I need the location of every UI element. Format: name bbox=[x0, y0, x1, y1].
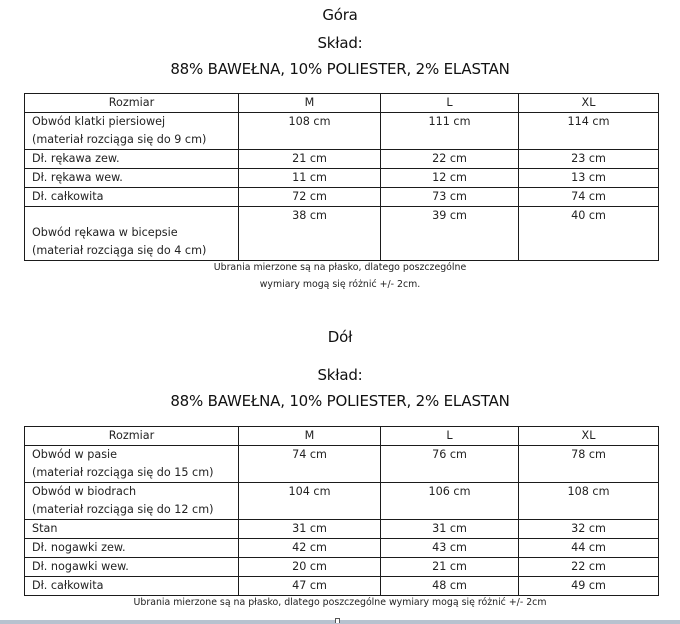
table-row bbox=[25, 150, 659, 169]
row-label-line: Obwód w biodrach bbox=[32, 485, 137, 498]
top-heading: Góra bbox=[322, 6, 358, 24]
table-row bbox=[25, 483, 659, 520]
cell-l: 12 cm bbox=[381, 169, 519, 188]
header-l: L bbox=[381, 94, 519, 113]
cell-xl: 74 cm bbox=[519, 188, 659, 207]
header-xl: XL bbox=[519, 94, 659, 113]
row-label-line: Obwód w pasie bbox=[32, 448, 118, 461]
row-label-note: (materiał rozciąga się do 15 cm) bbox=[32, 466, 214, 479]
top-size-table bbox=[24, 93, 659, 261]
note-line: wymiary mogą się różnić +/- 2cm. bbox=[259, 279, 421, 290]
row-label-note: (materiał rozciąga się do 12 cm) bbox=[32, 503, 214, 516]
header-rozmiar: Rozmiar bbox=[25, 427, 239, 446]
row-label-line: Obwód klatki piersiowej bbox=[32, 115, 166, 128]
table-row bbox=[25, 558, 659, 577]
cell-m: 74 cm bbox=[239, 446, 381, 483]
resize-handle-icon[interactable] bbox=[335, 618, 340, 623]
table-row bbox=[25, 446, 659, 483]
bottom-composition-label: Skład: bbox=[317, 366, 363, 384]
cell-xl: 49 cm bbox=[519, 577, 659, 596]
cell-m: 21 cm bbox=[239, 150, 381, 169]
cell-l: 48 cm bbox=[381, 577, 519, 596]
row-label: Dł. całkowita bbox=[25, 188, 239, 207]
cell-l: 22 cm bbox=[381, 150, 519, 169]
cell-xl: 32 cm bbox=[519, 520, 659, 539]
cell-l: 39 cm bbox=[381, 207, 519, 261]
table-row bbox=[25, 207, 659, 261]
top-measurement-note bbox=[0, 259, 680, 293]
cell-m: 72 cm bbox=[239, 188, 381, 207]
header-l: L bbox=[381, 427, 519, 446]
header-rozmiar: Rozmiar bbox=[25, 94, 239, 113]
row-label-note: (materiał rozciąga się do 9 cm) bbox=[32, 133, 207, 146]
cell-xl: 23 cm bbox=[519, 150, 659, 169]
cell-xl: 40 cm bbox=[519, 207, 659, 261]
row-label bbox=[25, 113, 239, 150]
bottom-size-table bbox=[24, 426, 659, 596]
cell-xl: 44 cm bbox=[519, 539, 659, 558]
cell-xl: 108 cm bbox=[519, 483, 659, 520]
row-label: Stan bbox=[25, 520, 239, 539]
cell-m: 11 cm bbox=[239, 169, 381, 188]
cell-l: 31 cm bbox=[381, 520, 519, 539]
row-label-note: (materiał rozciąga się do 4 cm) bbox=[32, 244, 207, 257]
row-label: Dł. całkowita bbox=[25, 577, 239, 596]
table-row bbox=[25, 577, 659, 596]
table-header-row bbox=[25, 427, 659, 446]
cell-l: 21 cm bbox=[381, 558, 519, 577]
table-row bbox=[25, 539, 659, 558]
cell-xl: 78 cm bbox=[519, 446, 659, 483]
cell-l: 73 cm bbox=[381, 188, 519, 207]
top-composition: 88% BAWEŁNA, 10% POLIESTER, 2% ELASTAN bbox=[170, 60, 510, 78]
cell-m: 31 cm bbox=[239, 520, 381, 539]
top-composition-label: Skład: bbox=[317, 34, 363, 52]
header-m: M bbox=[239, 94, 381, 113]
cell-xl: 114 cm bbox=[519, 113, 659, 150]
bottom-heading: Dół bbox=[327, 328, 353, 346]
note-line: Ubrania mierzone są na płasko, dlatego poszczególne bbox=[213, 262, 467, 273]
cell-m: 38 cm bbox=[239, 207, 381, 261]
table-row bbox=[25, 188, 659, 207]
cell-m: 47 cm bbox=[239, 577, 381, 596]
row-label bbox=[25, 446, 239, 483]
cell-m: 42 cm bbox=[239, 539, 381, 558]
row-label: Dł. nogawki zew. bbox=[25, 539, 239, 558]
row-label-line: Obwód rękawa w bicepsie bbox=[32, 226, 178, 239]
cell-m: 104 cm bbox=[239, 483, 381, 520]
table-row bbox=[25, 113, 659, 150]
cell-xl: 22 cm bbox=[519, 558, 659, 577]
row-label: Dł. rękawa zew. bbox=[25, 150, 239, 169]
bottom-measurement-note: Ubrania mierzone są na płasko, dlatego poszczególne wymiary mogą się różnić +/- 2cm bbox=[133, 597, 547, 608]
cell-m: 108 cm bbox=[239, 113, 381, 150]
cell-l: 76 cm bbox=[381, 446, 519, 483]
cell-m: 20 cm bbox=[239, 558, 381, 577]
row-label bbox=[25, 207, 239, 261]
cell-l: 111 cm bbox=[381, 113, 519, 150]
table-row bbox=[25, 520, 659, 539]
header-xl: XL bbox=[519, 427, 659, 446]
cell-xl: 13 cm bbox=[519, 169, 659, 188]
window-bottom-edge bbox=[0, 620, 680, 624]
row-label: Dł. nogawki wew. bbox=[25, 558, 239, 577]
cell-l: 43 cm bbox=[381, 539, 519, 558]
table-header-row bbox=[25, 94, 659, 113]
row-label: Dł. rękawa wew. bbox=[25, 169, 239, 188]
table-row bbox=[25, 169, 659, 188]
header-m: M bbox=[239, 427, 381, 446]
cell-l: 106 cm bbox=[381, 483, 519, 520]
bottom-composition: 88% BAWEŁNA, 10% POLIESTER, 2% ELASTAN bbox=[170, 392, 510, 410]
row-label bbox=[25, 483, 239, 520]
